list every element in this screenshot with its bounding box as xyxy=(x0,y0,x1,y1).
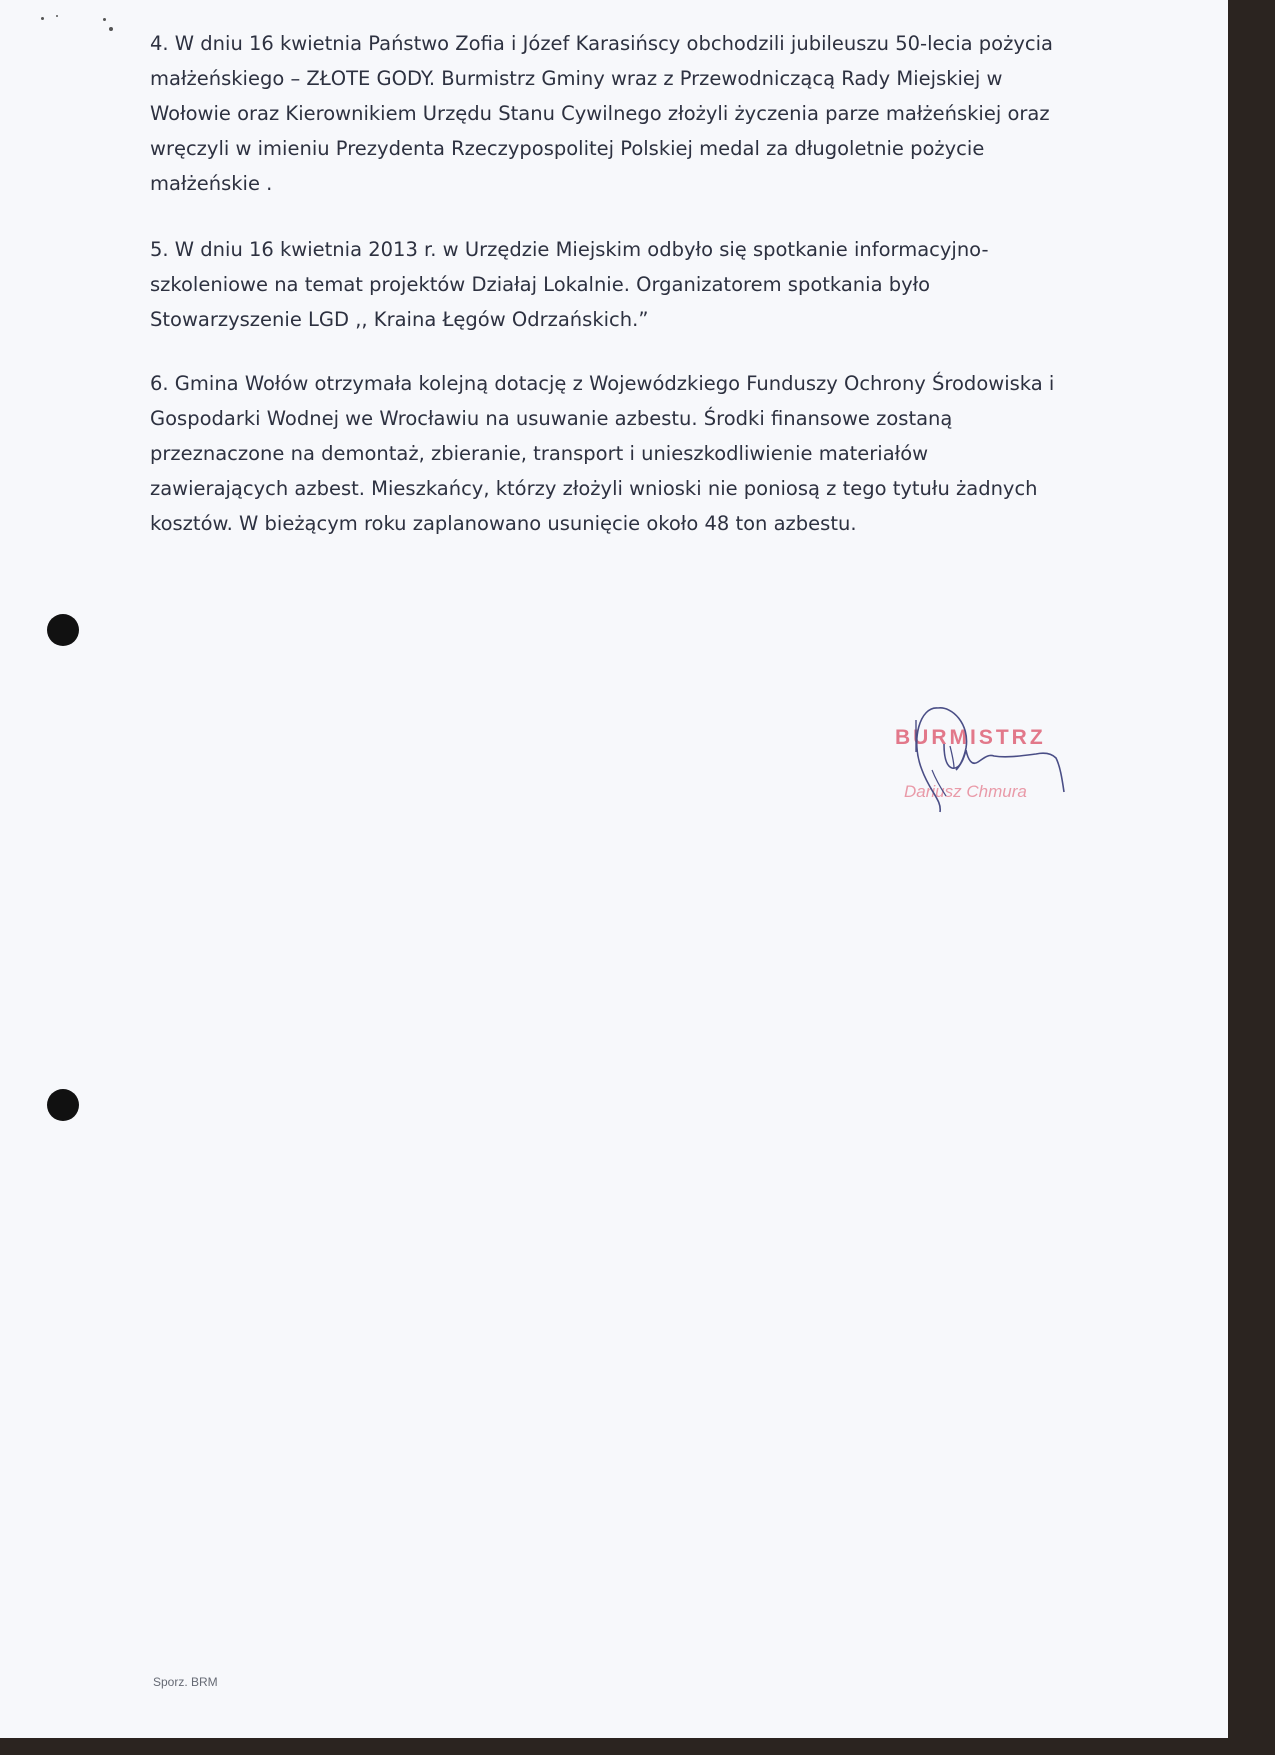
scan-speck xyxy=(41,17,44,20)
scan-border-right xyxy=(1228,0,1275,1755)
punch-hole xyxy=(47,614,79,646)
paragraph-item-4: 4. W dniu 16 kwietnia Państwo Zofia i Józef Karasińscy obchodzili jubileuszu 50-lecia pożycia małżeńskiego – ZŁOTE GODY. Burmistrz Gminy wraz z Przewodniczącą Rady Miejskiej w Wołowie oraz Kierownikiem Urzędu Stanu Cywilnego złożyli życzenia parze małżeńskiej oraz wręczyli w imieniu Prezydenta Rzeczypospolitej Polskiej medal za długoletnie pożycie małżeńskie . xyxy=(150,32,1053,195)
footer-note: Sporz. BRM xyxy=(153,1675,218,1689)
paragraph-item-6: 6. Gmina Wołów otrzymała kolejną dotację z Wojewódzkiego Funduszy Ochrony Środowiska i Gospodarki Wodnej we Wrocławiu na usuwanie azbestu. Środki finansowe zostaną przeznaczone na demontaż, zbieranie, transport i unieszkodliwienie materiałów zawierających azbest. Mieszkańcy, którzy złożyli wnioski nie poniosą z tego tytułu żadnych kosztów. W bieżącym roku zaplanowano usunięcie około 48 ton azbestu. xyxy=(150,372,1055,535)
handwritten-signature xyxy=(880,700,1110,820)
official-stamp xyxy=(880,700,1110,820)
scan-speck xyxy=(56,15,58,17)
stamp-title: BURMISTRZ xyxy=(895,726,1046,749)
stamp-name: Dariusz Chmura xyxy=(904,782,1027,801)
scan-border-bottom xyxy=(0,1738,1275,1755)
paragraph-item-5: 5. W dniu 16 kwietnia 2013 r. w Urzędzie Miejskim odbyło się spotkanie informacyjno- szkoleniowe na temat projektów Działaj Lokalnie. Organizatorem spotkania było Stowarzyszenie LGD ,, Kraina Łęgów Odrzańskich.” xyxy=(150,238,989,331)
scan-speck xyxy=(109,27,113,31)
punch-hole xyxy=(47,1089,79,1121)
scan-speck xyxy=(103,18,106,21)
